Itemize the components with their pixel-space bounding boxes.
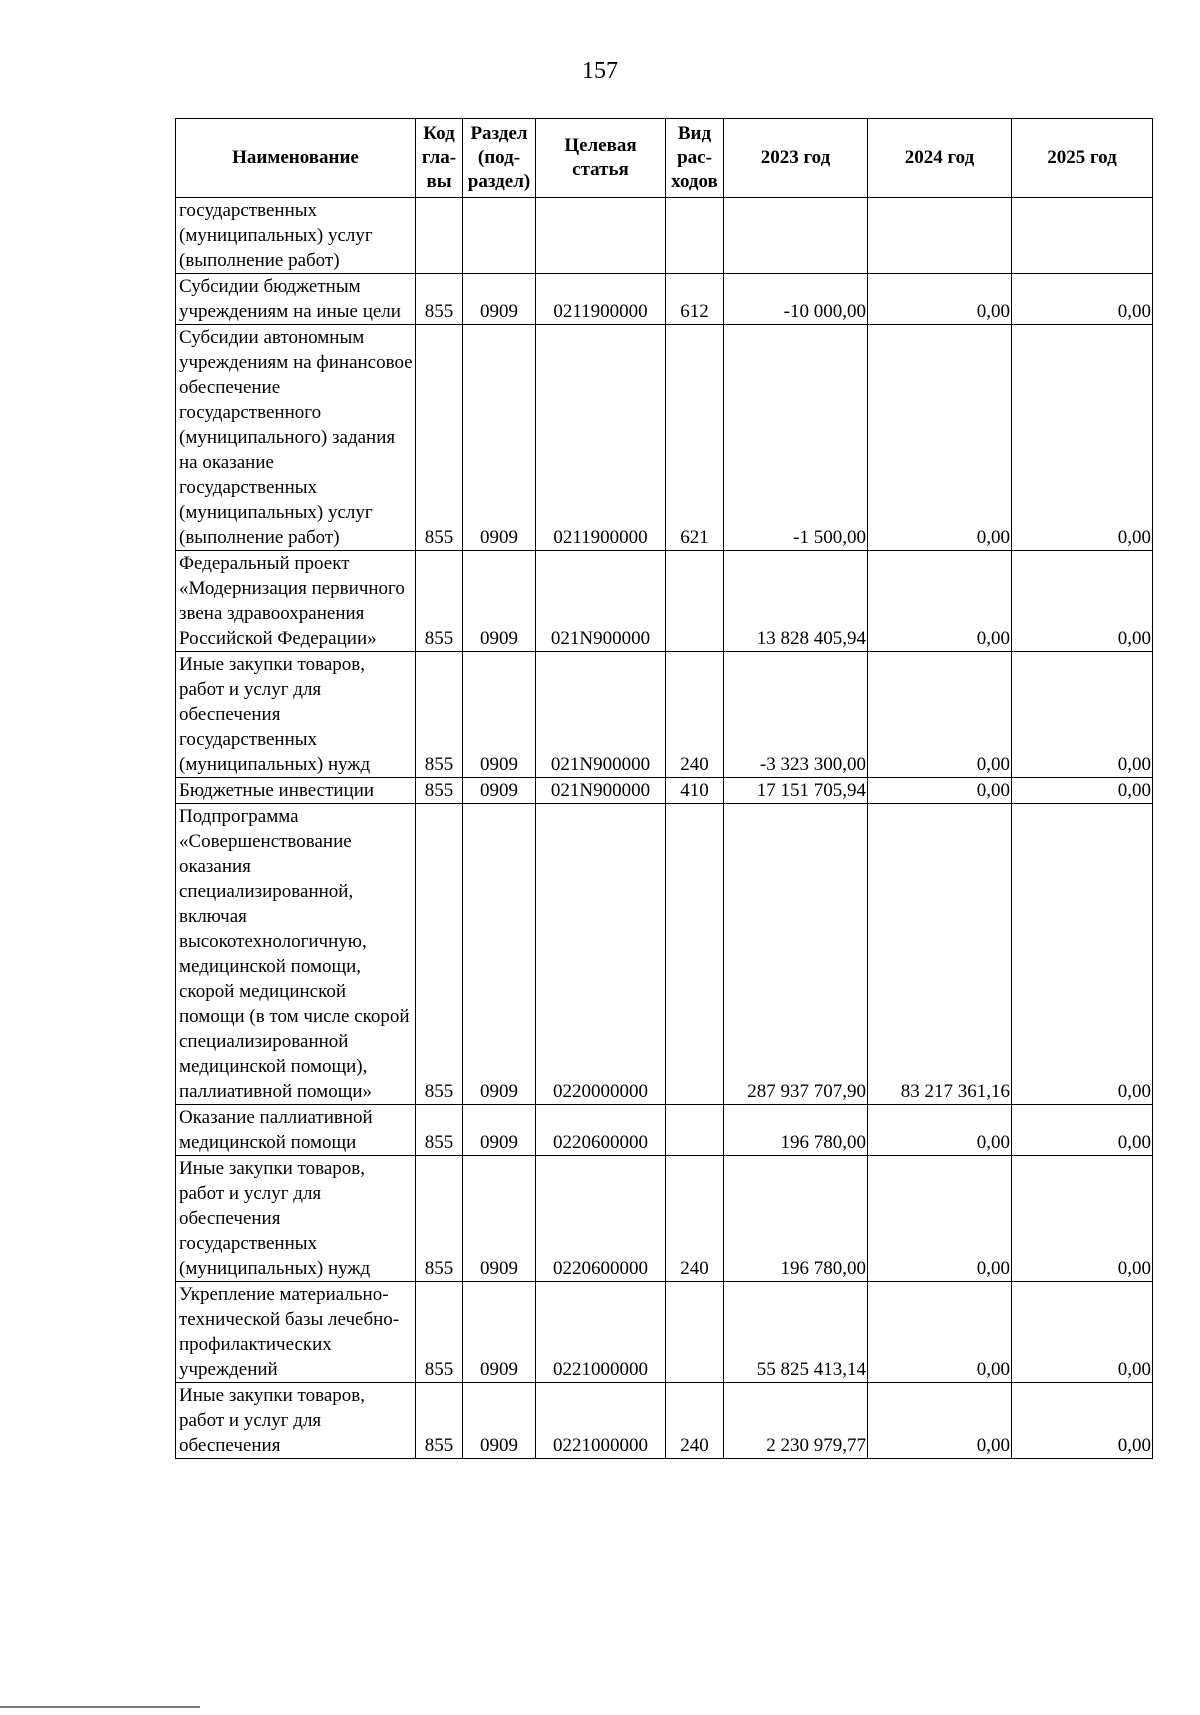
cell-2024: 83 217 361,16 <box>868 804 1012 1105</box>
cell-section: 0909 <box>463 652 536 778</box>
cell-2023: -3 323 300,00 <box>724 652 868 778</box>
table-row <box>176 274 1153 325</box>
cell-expense-type <box>666 1282 724 1383</box>
cell-target-article: 0211900000 <box>536 274 666 325</box>
cell-section <box>463 198 536 274</box>
cell-expense-type <box>666 198 724 274</box>
cell-2025: 0,00 <box>1012 325 1153 551</box>
cell-target-article: 0221000000 <box>536 1383 666 1459</box>
cell-expense-type: 612 <box>666 274 724 325</box>
header-row <box>176 119 1153 198</box>
cell-section: 0909 <box>463 778 536 804</box>
cell-2024: 0,00 <box>868 1156 1012 1282</box>
table-row <box>176 325 1153 551</box>
cell-section: 0909 <box>463 325 536 551</box>
table-row <box>176 804 1153 1105</box>
cell-2025: 0,00 <box>1012 274 1153 325</box>
cell-2025: 0,00 <box>1012 1156 1153 1282</box>
cell-section: 0909 <box>463 1156 536 1282</box>
cell-expense-type <box>666 804 724 1105</box>
cell-section: 0909 <box>463 1383 536 1459</box>
cell-expense-type: 240 <box>666 652 724 778</box>
cell-2025: 0,00 <box>1012 778 1153 804</box>
cell-chapter-code: 855 <box>416 1105 463 1156</box>
cell-2024 <box>868 198 1012 274</box>
cell-chapter-code: 855 <box>416 551 463 652</box>
header-year-2024: 2024 год <box>868 119 1012 198</box>
cell-expense-type: 621 <box>666 325 724 551</box>
cell-expense-type <box>666 1105 724 1156</box>
header-section: Раздел (под- раздел) <box>463 119 536 198</box>
header-year-2023: 2023 год <box>724 119 868 198</box>
scan-artifact-line <box>0 1706 200 1708</box>
cell-name: Иные закупки товаров, работ и услуг для обеспечения государственных (муниципальных) нужд <box>176 652 416 778</box>
cell-name: Субсидии бюджетным учреждениям на иные цели <box>176 274 416 325</box>
table-row <box>176 1282 1153 1383</box>
cell-target-article: 021N900000 <box>536 778 666 804</box>
budget-table <box>175 118 1153 1459</box>
table-row <box>176 198 1153 274</box>
table-row <box>176 1156 1153 1282</box>
header-name: Наименование <box>176 119 416 198</box>
cell-2024: 0,00 <box>868 274 1012 325</box>
table-row <box>176 778 1153 804</box>
table-row <box>176 551 1153 652</box>
cell-chapter-code: 855 <box>416 325 463 551</box>
cell-2023: -1 500,00 <box>724 325 868 551</box>
cell-chapter-code <box>416 198 463 274</box>
cell-expense-type: 410 <box>666 778 724 804</box>
cell-chapter-code: 855 <box>416 652 463 778</box>
page-number: 157 <box>582 58 618 84</box>
cell-chapter-code: 855 <box>416 274 463 325</box>
cell-chapter-code: 855 <box>416 1156 463 1282</box>
cell-target-article: 0221000000 <box>536 1282 666 1383</box>
cell-2025: 0,00 <box>1012 1383 1153 1459</box>
cell-name: Подпрограмма «Совершенствование оказания специализированной, включая высокотехнологичную, медицинской помощи, скорой медицинской помощи (в том числе скорой специализированной медицинской помощи), паллиативной помощи» <box>176 804 416 1105</box>
header-expense-type: Вид рас- ходов <box>666 119 724 198</box>
cell-name: Бюджетные инвестиции <box>176 778 416 804</box>
cell-name: Субсидии автономным учреждениям на финансовое обеспечение государственного (муниципального) задания на оказание государственных (муниципальных) услуг (выполнение работ) <box>176 325 416 551</box>
cell-name: Федеральный проект «Модернизация первичного звена здравоохранения Российской Федерации» <box>176 551 416 652</box>
table-row <box>176 652 1153 778</box>
cell-2024: 0,00 <box>868 325 1012 551</box>
cell-name: Укрепление материально-технической базы лечебно-профилактических учреждений <box>176 1282 416 1383</box>
cell-2023: -10 000,00 <box>724 274 868 325</box>
cell-2024: 0,00 <box>868 1282 1012 1383</box>
header-target-article: Целевая статья <box>536 119 666 198</box>
cell-target-article <box>536 198 666 274</box>
cell-target-article: 0220000000 <box>536 804 666 1105</box>
cell-chapter-code: 855 <box>416 778 463 804</box>
header-chapter-code: Код гла- вы <box>416 119 463 198</box>
table-body <box>176 198 1153 1459</box>
cell-expense-type: 240 <box>666 1156 724 1282</box>
cell-target-article: 0211900000 <box>536 325 666 551</box>
cell-target-article: 0220600000 <box>536 1105 666 1156</box>
cell-name: Оказание паллиативной медицинской помощи <box>176 1105 416 1156</box>
cell-chapter-code: 855 <box>416 804 463 1105</box>
cell-expense-type <box>666 551 724 652</box>
cell-chapter-code: 855 <box>416 1383 463 1459</box>
cell-target-article: 0220600000 <box>536 1156 666 1282</box>
cell-expense-type: 240 <box>666 1383 724 1459</box>
cell-chapter-code: 855 <box>416 1282 463 1383</box>
table-row <box>176 1383 1153 1459</box>
cell-2023: 55 825 413,14 <box>724 1282 868 1383</box>
cell-section: 0909 <box>463 551 536 652</box>
table-row <box>176 1105 1153 1156</box>
cell-2024: 0,00 <box>868 778 1012 804</box>
header-year-2025: 2025 год <box>1012 119 1153 198</box>
cell-section: 0909 <box>463 804 536 1105</box>
cell-2023: 196 780,00 <box>724 1105 868 1156</box>
cell-target-article: 021N900000 <box>536 551 666 652</box>
cell-section: 0909 <box>463 274 536 325</box>
cell-2023: 17 151 705,94 <box>724 778 868 804</box>
cell-2023: 287 937 707,90 <box>724 804 868 1105</box>
cell-2023: 2 230 979,77 <box>724 1383 868 1459</box>
cell-2023 <box>724 198 868 274</box>
cell-2025: 0,00 <box>1012 804 1153 1105</box>
cell-2025: 0,00 <box>1012 551 1153 652</box>
cell-2025: 0,00 <box>1012 1282 1153 1383</box>
cell-section: 0909 <box>463 1282 536 1383</box>
cell-2023: 13 828 405,94 <box>724 551 868 652</box>
cell-name: Иные закупки товаров, работ и услуг для обеспечения государственных (муниципальных) нужд <box>176 1156 416 1282</box>
cell-2024: 0,00 <box>868 551 1012 652</box>
cell-2024: 0,00 <box>868 652 1012 778</box>
cell-2023: 196 780,00 <box>724 1156 868 1282</box>
cell-2024: 0,00 <box>868 1105 1012 1156</box>
cell-name: Иные закупки товаров, работ и услуг для обеспечения <box>176 1383 416 1459</box>
cell-target-article: 021N900000 <box>536 652 666 778</box>
cell-section: 0909 <box>463 1105 536 1156</box>
cell-2025: 0,00 <box>1012 652 1153 778</box>
cell-2025: 0,00 <box>1012 1105 1153 1156</box>
cell-name: государственных (муниципальных) услуг (выполнение работ) <box>176 198 416 274</box>
cell-2025 <box>1012 198 1153 274</box>
cell-2024: 0,00 <box>868 1383 1012 1459</box>
